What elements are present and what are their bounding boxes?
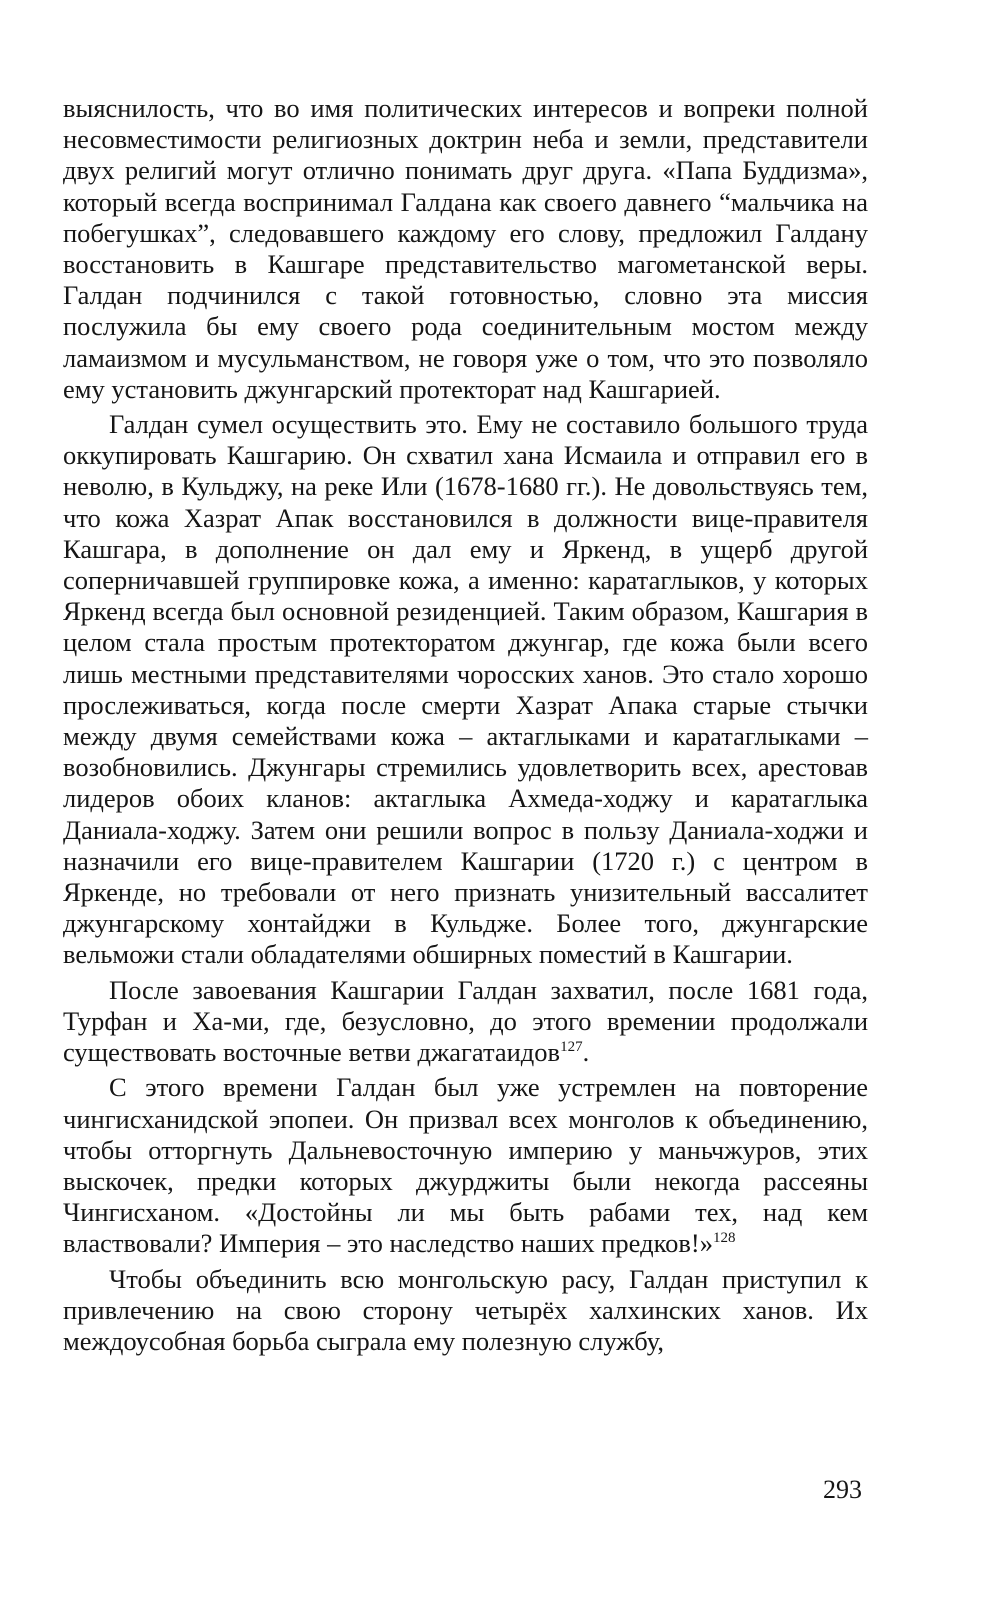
paragraph-2 <box>63 409 868 971</box>
footnote-ref-128: 128 <box>712 1230 736 1247</box>
book-page <box>63 93 868 1573</box>
paragraph-3-tail: . <box>582 1037 590 1068</box>
paragraph-4 <box>63 1072 868 1259</box>
paragraph-2-text: Галдан сумел осуществить это. Ему не составило большого труда оккупировать Кашгарию. Он схватил хана Исмаила и отправил его в неволю, в Кульджу, на реке Или (1678-1680 гг.). Не довольствуясь тем, что кожа Хазрат Апак восстановился в должности вице-правителя Кашгара, в дополнение он дал ему и Яркенд, в ущерб другой соперничавшей группировке кожа, а именно: каратаглыков, у которых Яркенд всегда был основной резиденцией. Таким образом, Кашгария в целом стала простым протекторатом джунгар, где кожа были всего лишь местными представителями чоросских ханов. Это стало хорошо прослеживаться, когда после смерти Хазрат Апака старые стычки между двумя семействами кожа – актаглыками и каратаглыками – возобновились. Джунгары стремились удовлетворить всех, арестовав лидеров обоих кланов: актаглыка Ахмеда-ходжу и каратаглыка Даниала-ходжу. Затем они решили вопрос в пользу Даниала-ходжи и назначили его вице-правителем Кашгарии (1720 г.) с центром в Яркенде, но требовали от него признать унизительный вассалитет джунгарскому хонтайджи в Кульдже. Более того, джунгарские вельможи стали обладателями обширных поместий в Кашгарии. <box>63 409 868 970</box>
page-number: 293 <box>823 1475 862 1504</box>
paragraph-1-text: выяснилость, что во имя политических интересов и вопреки полной несовместимости религиозных доктрин неба и земли, представители двух религий могут отлично понимать друг друга. «Папа Буддизма», который всегда воспринимал Галдана как своего давнего “мальчика на побегушках”, следовавшего каждому его слову, предложил Галдану восстановить в Кашгаре представительство магометанской веры. Галдан подчинился с такой готовностью, словно эта миссия послужила бы ему своего рода соединительным мостом между ламаизмом и мусульманством, не говоря уже о том, что это позволяло ему установить джунгарский протекторат над Кашгарией. <box>63 93 868 404</box>
footnote-ref-127: 127 <box>560 1039 583 1056</box>
paragraph-3-text: После завоевания Кашгарии Галдан захватил, после 1681 года, Турфан и Ха-ми, где, безусловно, до этого времении продолжали существовать восточные ветви джагатаидов <box>63 974 868 1068</box>
paragraph-4-text: С этого времени Галдан был уже устремлен на повторение чингисханидской эпопеи. Он призвал всех монголов к объединению, чтобы отторгнуть Дальневосточную империю у маньчжуров, этих выскочек, предки которых джурджиты были некогда рассеяны Чингисханом. «Достойны ли мы быть рабами тех, над кем властвовали? Империя – это наследство наших предков!» <box>63 1072 868 1259</box>
paragraph-5 <box>63 1264 868 1358</box>
paragraph-5-text: Чтобы объединить всю монгольскую расу, Галдан приступил к привлечению на свою сторону четырёх халхинских ханов. Их междоусобная борьба сыграла ему полезную службу, <box>63 1263 868 1356</box>
paragraph-3 <box>63 975 868 1069</box>
paragraph-1 <box>63 93 868 405</box>
